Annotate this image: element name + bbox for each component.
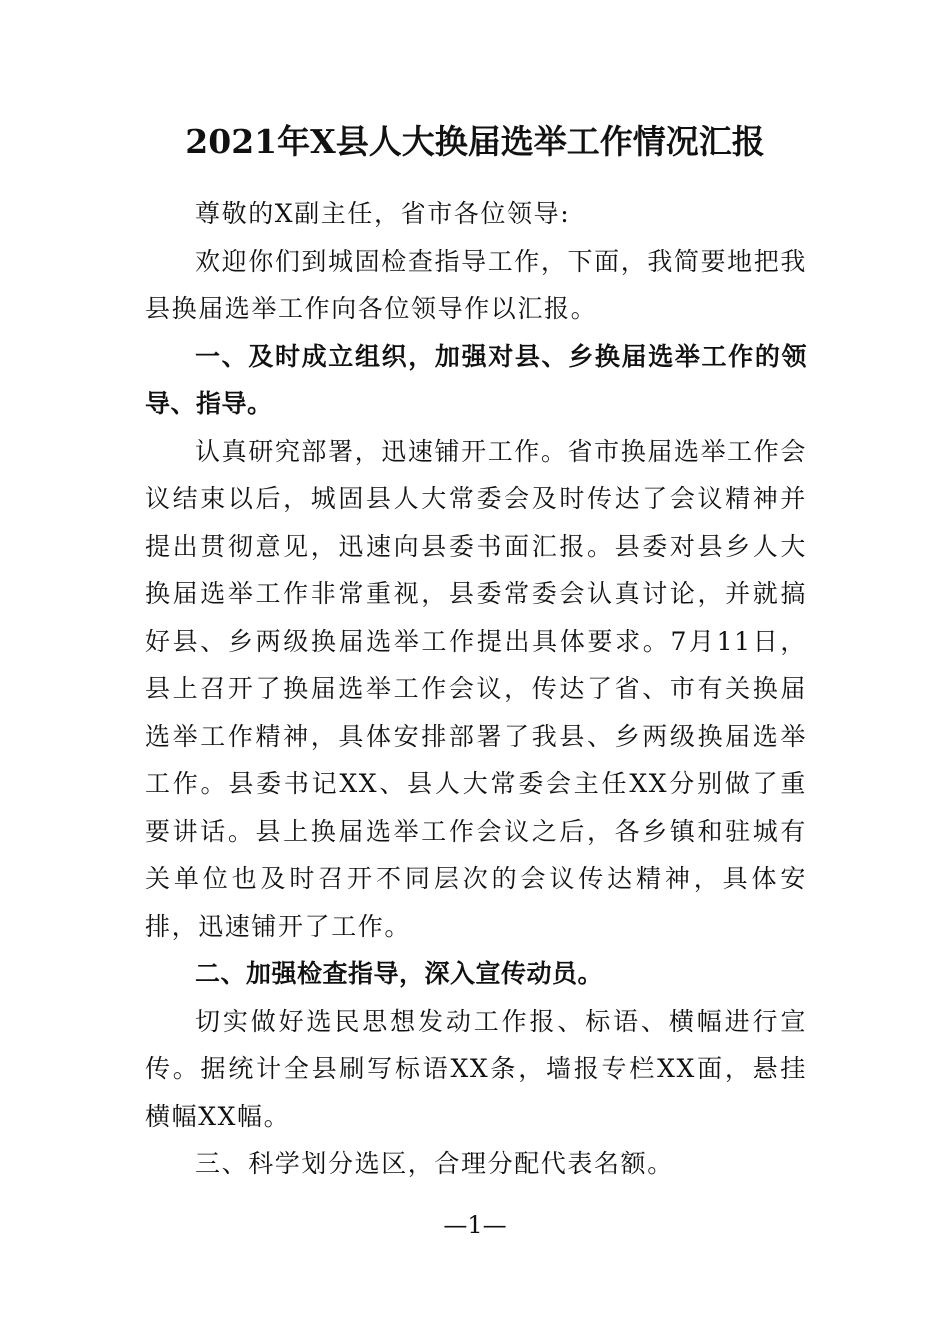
section-3-heading: 三、科学划分选区，合理分配代表名额。: [195, 1149, 674, 1178]
section-2-paragraph: 切实做好选民思想发动工作报、标语、横幅进行宣传。据统计全县刷写标语XX条，墙报专栏XX面，悬挂横幅XX幅。: [145, 1006, 807, 1131]
document-body: [145, 190, 807, 1188]
section-2-heading: 二、加强检查指导，深入宣传动员。: [195, 959, 604, 988]
section-1-paragraph: 认真研究部署，迅速铺开工作。省市换届选举工作会议结束以后，城固县人大常委会及时传达了会议精神并提出贯彻意见，迅速向县委书面汇报。县委对县乡人大换届选举工作非常重视，县委常委会认真讨论，并就搞好县、乡两级换届选举工作提出具体要求。7月11日，县上召开了换届选举工作会议，传达了省、市有关换届选举工作精神，具体安排部署了我县、乡两级换届选举工作。县委书记XX、县人大常委会主任XX分别做了重要讲话。县上换届选举工作会议之后，各乡镇和驻城有关单位也及时召开不同层次的会议传达精神，具体安排，迅速铺开了工作。: [145, 436, 807, 941]
intro-paragraph: 欢迎你们到城固检查指导工作，下面，我简要地把我县换届选举工作向各位领导作以汇报。: [145, 246, 807, 323]
section-1-heading: 一、及时成立组织，加强对县、乡换届选举工作的领导、指导。: [145, 341, 807, 418]
salutation-paragraph: 尊敬的X副主任，省市各位领导:: [195, 199, 571, 228]
page-number: —1—: [443, 1211, 507, 1239]
document-title: 2021年X县人大换届选举工作情况汇报: [185, 122, 765, 161]
